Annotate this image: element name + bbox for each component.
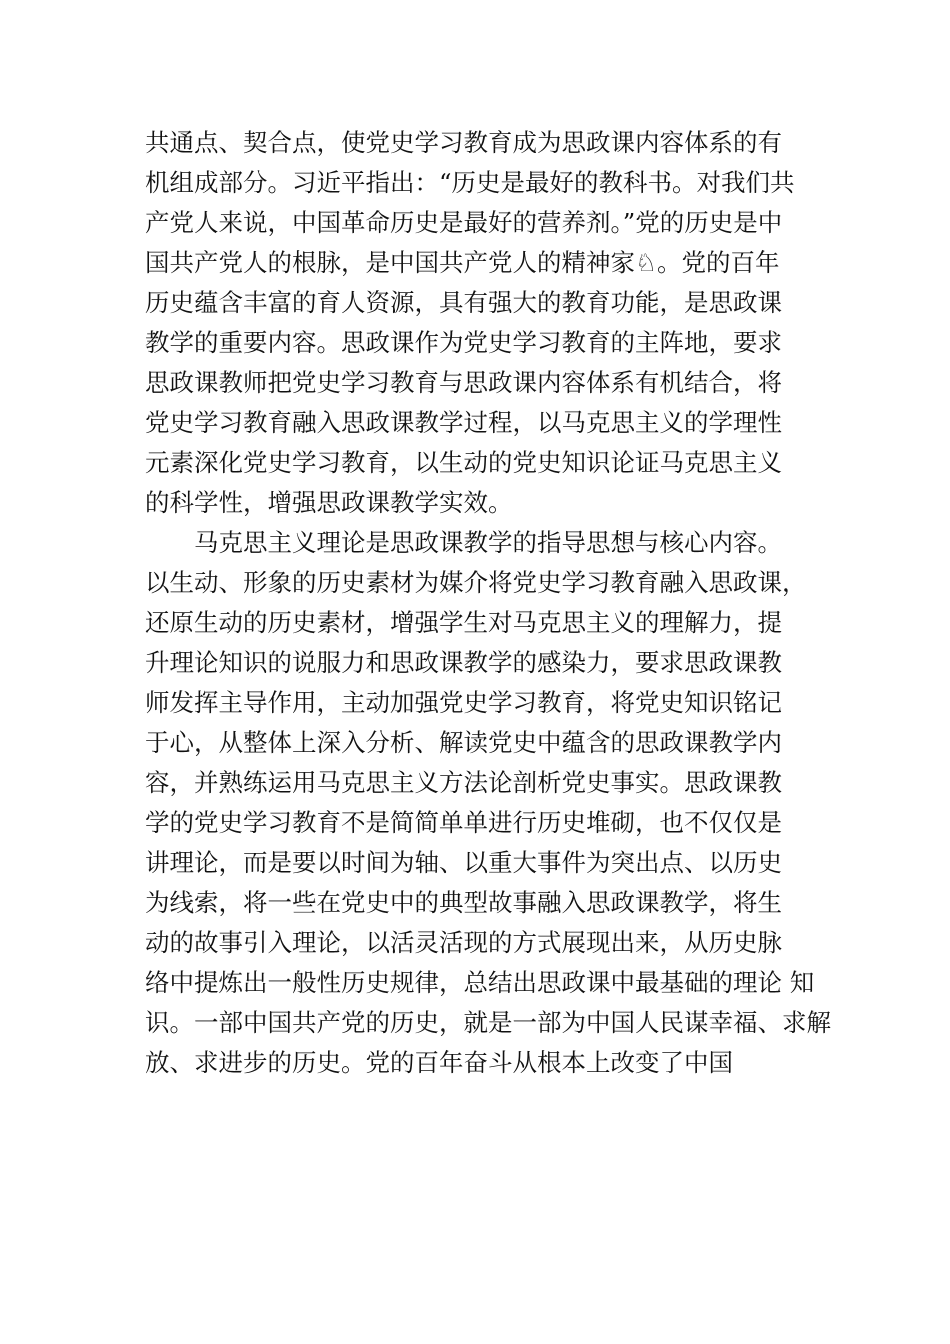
text-line: 于心，从整体上深入分析、解读党史中蕴含的思政课教学内 [145,728,782,757]
text-line: 马克思主义理论是思政课教学的指导思想与核心内容。 [194,528,782,557]
text-line: 党史学习教育融入思政课教学过程，以马克思主义的学理性 [145,408,782,437]
text-line: 还原生动的历史素材，增强学生对马克思主义的理解力，提 [145,608,782,637]
text-line: 讲理论，而是要以时间为轴、以重大事件为突出点、以历史 [145,848,782,877]
text-line: 动的故事引入理论，以活灵活现的方式展现出来，从历史脉 [145,928,782,957]
text-line: 容，并熟练运用马克思主义方法论剖析党史事实。思政课教 [145,768,782,797]
text-line: 升理论知识的说服力和思政课教学的感染力，要求思政课教 [145,648,782,677]
text-line: 元素深化党史学习教育，以生动的党史知识论证马克思主义 [145,448,782,477]
text-line: 以生动、形象的历史素材为媒介将党史学习教育融入思政课， [145,568,807,597]
text-line: 师发挥主导作用，主动加强党史学习教育，将党史知识铭记 [145,688,782,717]
text-line: 识。一部中国共产党的历史，就是一部为中国人民谋幸福、求解 [145,1008,831,1037]
text-line: 国共产党人的根脉，是中国共产党人的精神家♘。党的百年 [145,248,780,277]
text-line: 产党人来说，中国革命历史是最好的营养剂。”党的历史是中 [145,208,783,237]
text-line: 放、求进步的历史。党的百年奋斗从根本上改变了中国 [145,1048,733,1077]
text-line: 为线索，将一些在党史中的典型故事融入思政课教学，将生 [145,888,782,917]
paragraph-1 [145,123,835,523]
text-line: 共通点、契合点，使党史学习教育成为思政课内容体系的有 [145,128,782,157]
paragraph-2 [145,523,835,1083]
text-line: 的科学性，增强思政课教学实效。 [145,488,513,517]
text-line: 络中提炼出一般性历史规律，总结出思政课中最基础的理论 知 [145,968,815,997]
body-text [145,123,835,1083]
text-line: 教学的重要内容。思政课作为党史学习教育的主阵地，要求 [145,328,782,357]
text-line: 学的党史学习教育不是简简单单进行历史堆砌，也不仅仅是 [145,808,782,837]
text-line: 机组成部分。习近平指出：“历史是最好的教科书。对我们共 [145,168,795,197]
text-line: 历史蕴含丰富的育人资源，具有强大的教育功能，是思政课 [145,288,782,317]
text-line: 思政课教师把党史学习教育与思政课内容体系有机结合，将 [145,368,782,397]
